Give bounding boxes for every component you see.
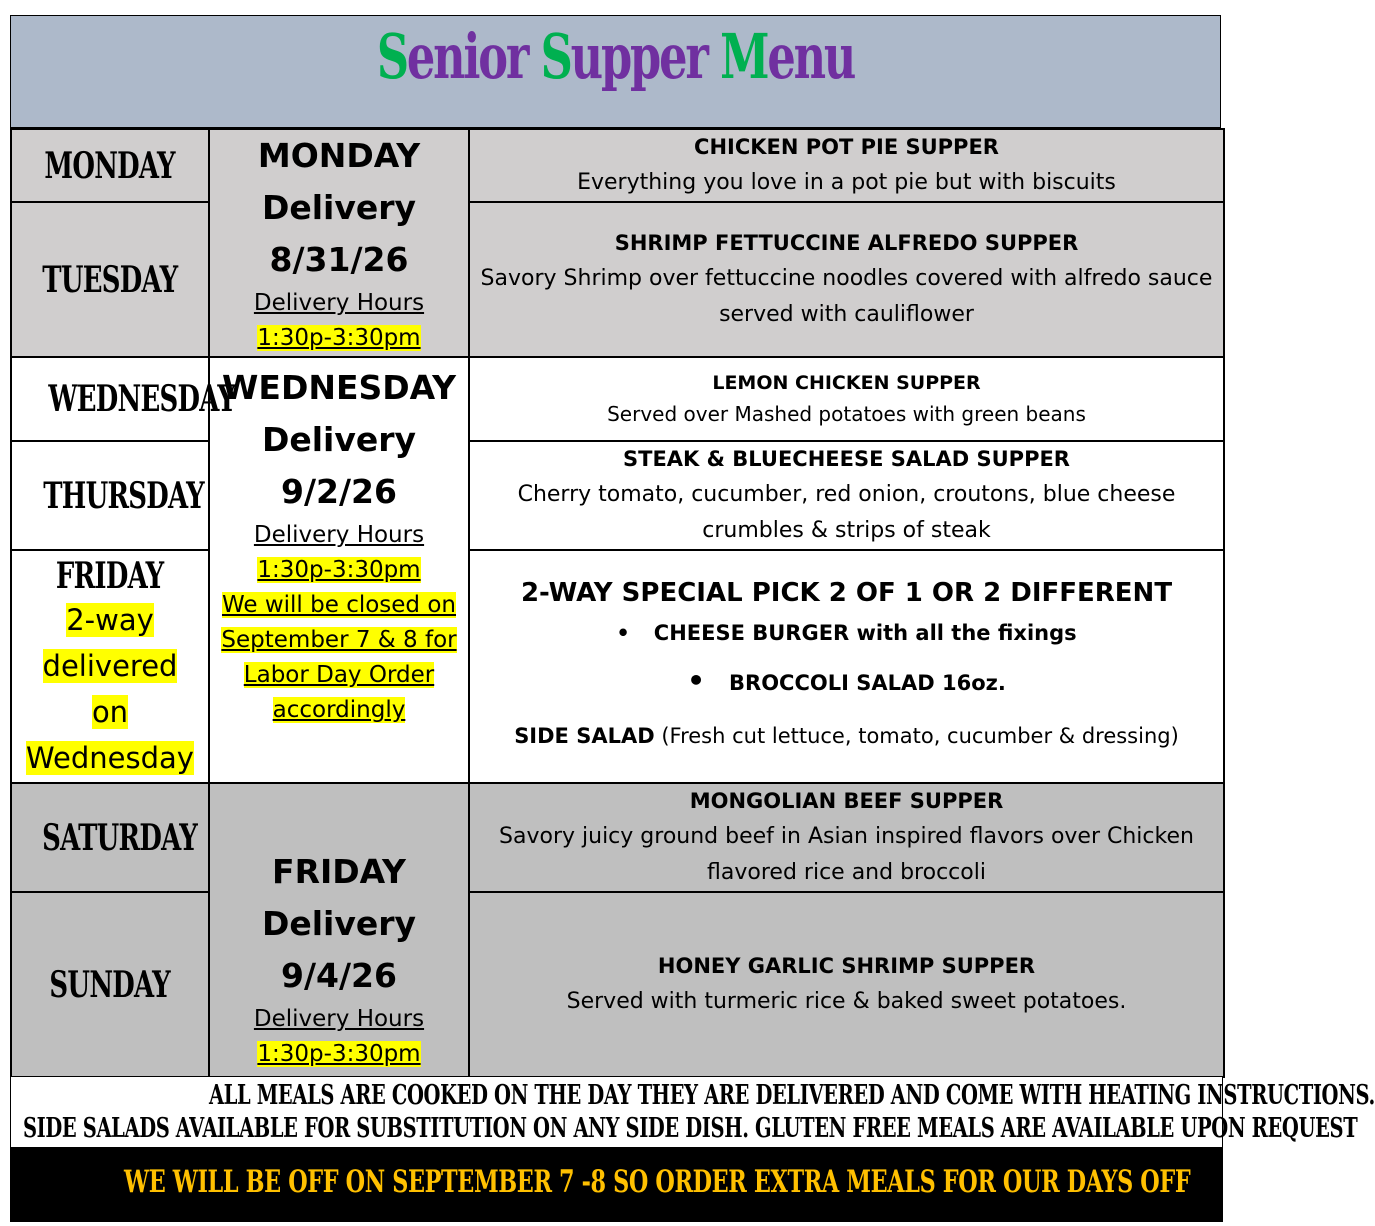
meal-desc: Everything you love in a pot pie but with biscuits	[577, 170, 1116, 196]
meal-cell-wednesday	[469, 357, 1224, 441]
delivery-label: Delivery	[261, 420, 417, 459]
meal-cell-thursday	[469, 441, 1224, 550]
meal-desc: Savory Shrimp over fettuccine noodles covered with alfredo sauce	[480, 266, 1213, 292]
side-salad-desc: (Fresh cut lettuce, tomato, cucumber & dressing)	[654, 723, 1179, 748]
meal-desc: crumbles & strips of steak	[702, 518, 991, 543]
menu-header	[10, 15, 1221, 128]
day-label: SUNDAY	[49, 963, 171, 1006]
table-row	[11, 783, 1224, 892]
meal-desc: Served over Mashed potatoes with green beans	[607, 402, 1086, 426]
bullet-item	[470, 613, 1223, 653]
meal-title: SHRIMP FETTUCCINE ALFREDO SUPPER	[614, 231, 1079, 256]
meal-cell-saturday	[469, 783, 1224, 892]
side-salad-label: SIDE SALAD	[514, 723, 655, 748]
delivery-hours-label: Delivery Hours	[253, 290, 425, 316]
delivery-hours: 1:30p-3:30pm	[257, 325, 421, 351]
day-cell-thursday	[11, 441, 209, 550]
day-label: SATURDAY	[42, 816, 198, 859]
bullet-text: BROCCOLI SALAD 16oz.	[729, 670, 1006, 695]
title-part: enu	[767, 20, 855, 93]
day-cell-saturday	[11, 783, 209, 892]
delivery-cell-3	[209, 783, 469, 1077]
meal-desc: flavored rice and broccoli	[707, 860, 986, 885]
meal-title: LEMON CHICKEN SUPPER	[712, 372, 981, 394]
meal-title: 2-WAY SPECIAL PICK 2 OF 1 OR 2 DIFFERENT	[520, 577, 1173, 608]
footer-line-1: ALL MEALS ARE COOKED ON THE DAY THEY ARE DELIVERED AND COME WITH HEATING INSTRUCTIONS.	[209, 1080, 1375, 1111]
delivery-label: Delivery	[261, 904, 417, 943]
meal-desc: served with cauliflower	[719, 302, 974, 328]
closure-note: September 7 & 8 for	[221, 627, 457, 653]
day-label: FRIDAY	[56, 555, 164, 597]
delivery-hours-label: Delivery Hours	[253, 522, 425, 548]
friday-note: on	[91, 695, 129, 729]
meal-desc: Savory juicy ground beef in Asian inspired flavors over Chicken	[499, 824, 1194, 849]
closure-note: We will be closed on	[221, 592, 456, 618]
footer-notes	[10, 1076, 1375, 1148]
table-row	[11, 357, 1224, 441]
table-row	[11, 550, 1224, 783]
day-label: TUESDAY	[42, 258, 178, 301]
friday-note: Wednesday	[26, 741, 194, 775]
meal-desc: Served with turmeric rice & baked sweet potatoes.	[566, 989, 1127, 1014]
table-row	[11, 129, 1224, 202]
bullet-icon: •	[687, 663, 706, 697]
delivery-hours-label: Delivery Hours	[253, 1006, 425, 1032]
footer-banner	[10, 1148, 1223, 1222]
friday-note: delivered	[42, 649, 178, 683]
title-part: enior	[406, 20, 541, 93]
delivery-date: 8/31/26	[269, 240, 409, 279]
title-part: S	[376, 20, 407, 93]
meal-title: HONEY GARLIC SHRIMP SUPPER	[657, 954, 1036, 978]
table-row	[11, 202, 1224, 357]
title-part: S	[540, 20, 571, 93]
delivery-cell-1	[209, 129, 469, 357]
meal-cell-monday	[469, 129, 1224, 202]
meal-title: STEAK & BLUECHEESE SALAD SUPPER	[623, 447, 1070, 471]
day-label: MONDAY	[44, 144, 176, 187]
bullet-text: CHEESE BURGER with all the fixings	[653, 620, 1077, 645]
friday-note: 2-way	[66, 603, 154, 637]
closure-note: Labor Day Order	[243, 662, 435, 688]
bullet-item	[470, 653, 1223, 711]
day-cell-sunday	[11, 892, 209, 1077]
delivery-day: FRIDAY	[272, 852, 406, 891]
meal-cell-friday	[469, 550, 1224, 783]
delivery-hours: 1:30p-3:30pm	[257, 557, 421, 583]
day-cell-tuesday	[11, 202, 209, 357]
bullet-icon: •	[616, 620, 630, 645]
day-cell-friday	[11, 550, 209, 783]
delivery-hours: 1:30p-3:30pm	[257, 1041, 421, 1067]
delivery-day: WEDNESDAY	[222, 368, 456, 407]
menu-document	[10, 15, 1375, 1222]
meal-cell-sunday	[469, 892, 1224, 1077]
delivery-label: Delivery	[261, 188, 417, 227]
meal-desc: Cherry tomato, cucumber, red onion, croutons, blue cheese	[517, 482, 1176, 507]
day-label: THURSDAY	[43, 474, 204, 517]
table-row	[11, 892, 1224, 1077]
day-cell-monday	[11, 129, 209, 202]
title-part: upper	[570, 20, 721, 93]
title-part: M	[720, 20, 768, 93]
closure-note: accordingly	[272, 697, 406, 723]
footer-banner-text: WE WILL BE OFF ON SEPTEMBER 7 -8 SO ORDER EXTRA MEALS FOR OUR DAYS OFF	[124, 1164, 1191, 1200]
delivery-cell-2	[209, 357, 469, 783]
delivery-date: 9/2/26	[281, 472, 397, 511]
side-salad-line	[470, 711, 1223, 761]
meal-title: CHICKEN POT PIE SUPPER	[694, 135, 999, 160]
menu-title	[180, 20, 1050, 93]
menu-table	[10, 128, 1225, 1078]
day-label: WEDNESDAY	[48, 378, 236, 420]
delivery-date: 9/4/26	[281, 956, 397, 995]
table-row	[11, 441, 1224, 550]
delivery-day: MONDAY	[257, 136, 421, 175]
day-cell-wednesday	[11, 357, 236, 441]
footer-line-2: SIDE SALADS AVAILABLE FOR SUBSTITUTION ON ANY SIDE DISH. GLUTEN FREE MEALS ARE AVAILABLE UPON REQUEST	[23, 1113, 1358, 1144]
meal-title: MONGOLIAN BEEF SUPPER	[689, 789, 1004, 813]
meal-cell-tuesday	[469, 202, 1224, 357]
